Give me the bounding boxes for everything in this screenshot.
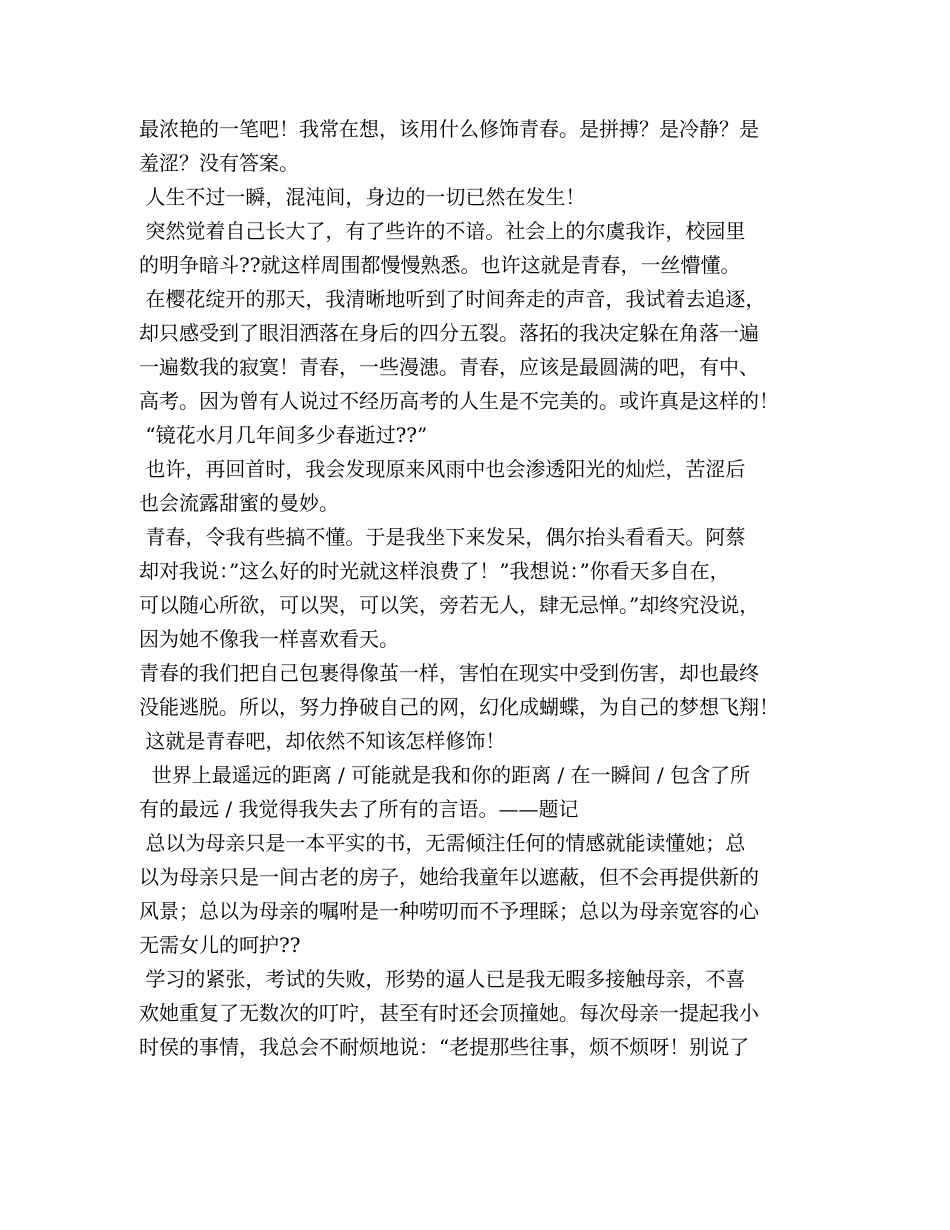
text-line: 突然觉着自己长大了，有了些许的不谙。社会上的尔虞我诈，校园里 bbox=[139, 219, 746, 243]
text-line: 以为母亲只是一间古老的房子，她给我童年以遮蔽，但不会再提供新的 bbox=[139, 865, 759, 889]
text-line: 也许，再回首时，我会发现原来风雨中也会渗透阳光的灿烂，苦涩后 bbox=[139, 457, 746, 481]
text-line: 高考。因为曾有人说过不经历高考的人生是不完美的。或许真是这样的！ bbox=[139, 389, 779, 413]
text-line: 风景；总以为母亲的嘱咐是一种唠叨而不予理睬；总以为母亲宽容的心 bbox=[139, 899, 759, 923]
text-line: 时侯的事情，我总会不耐烦地说：“老提那些往事，烦不烦呀！别说了 bbox=[139, 1035, 750, 1059]
text-line: 最浓艳的一笔吧！我常在想，该用什么修饰青春。是拼搏？是冷静？是 bbox=[139, 117, 759, 141]
text-line: 的明争暗斗??就这样周围都慢慢熟悉。也许这就是青春，一丝懵懂。 bbox=[139, 253, 741, 277]
text-line: 青春的我们把自己包裹得像茧一样，害怕在现实中受到伤害，却也最终 bbox=[139, 661, 759, 685]
text-line: 羞涩？没有答案。 bbox=[139, 151, 299, 175]
document-page bbox=[139, 112, 829, 1064]
text-line: 青春，令我有些搞不懂。于是我坐下来发呆，偶尔抬头看看天。阿蔡 bbox=[139, 525, 746, 549]
text-line: 世界上最遥远的距离 / 可能就是我和你的距离 / 在一瞬间 / 包含了所 bbox=[139, 763, 751, 787]
text-line: 人生不过一瞬，混沌间，身边的一切已然在发生！ bbox=[139, 185, 586, 209]
text-line: 也会流露甜蜜的曼妙。 bbox=[139, 491, 339, 515]
text-line: 没能逃脱。所以，努力挣破自己的网，幻化成蝴蝶，为自己的梦想飞翔！ bbox=[139, 695, 779, 719]
text-line: 却对我说：”这么好的时光就这样浪费了！”我想说：”你看天多自在， bbox=[139, 559, 730, 583]
text-line: 因为她不像我一样喜欢看天。 bbox=[139, 627, 399, 651]
text-line: 可以随心所欲，可以哭，可以笑，旁若无人，肆无忌惮。”却终究没说， bbox=[139, 593, 760, 617]
text-line: 一遍数我的寂寞！青春，一些漫漶。青春，应该是最圆满的吧，有中、 bbox=[139, 355, 759, 379]
text-line: 有的最远 / 我觉得我失去了所有的言语。——题记 bbox=[139, 797, 579, 821]
text-line: 却只感受到了眼泪洒落在身后的四分五裂。落拓的我决定躲在角落一遍 bbox=[139, 321, 759, 345]
text-line: 在樱花绽开的那天，我清晰地听到了时间奔走的声音，我试着去追逐， bbox=[139, 287, 766, 311]
text-line: 无需女儿的呵护?? bbox=[139, 933, 301, 957]
text-line: 这就是青春吧，却依然不知该怎样修饰！ bbox=[139, 729, 506, 753]
text-line: 总以为母亲只是一本平实的书，无需倾注任何的情感就能读懂她；总 bbox=[139, 831, 746, 855]
text-line: “镜花水月几年间多少春逝过??” bbox=[139, 423, 428, 447]
text-line: 学习的紧张，考试的失败，形势的逼人已是我无暇多接触母亲，不喜 bbox=[139, 967, 746, 991]
text-line: 欢她重复了无数次的叮咛，甚至有时还会顶撞她。每次母亲一提起我小 bbox=[139, 1001, 759, 1025]
